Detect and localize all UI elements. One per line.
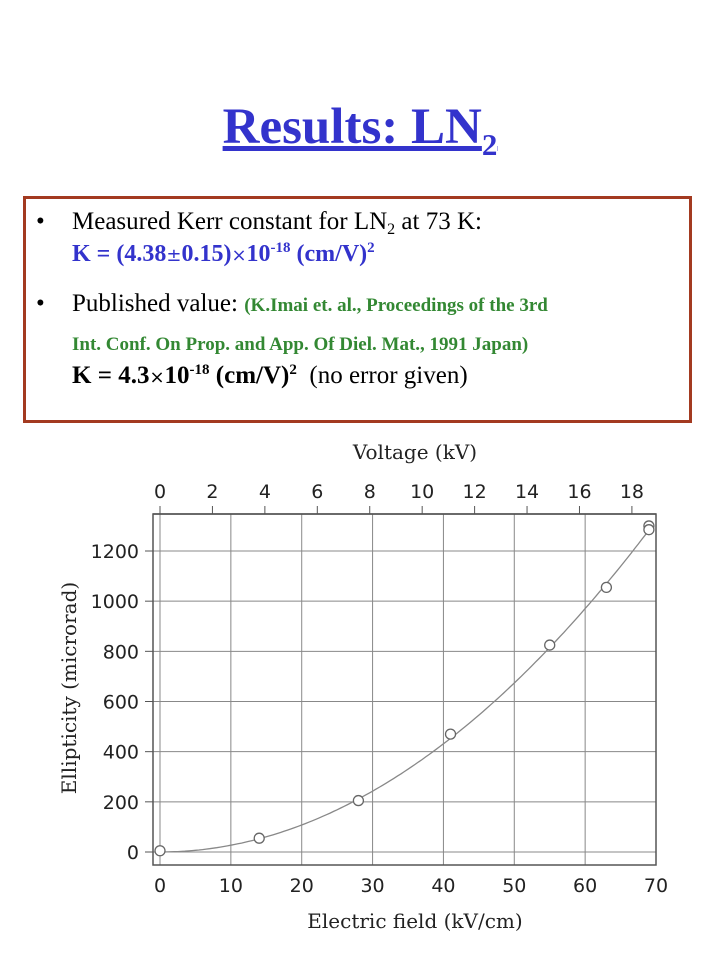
- x-axis-title: Electric field (kV/cm): [307, 909, 523, 933]
- data-point: [353, 796, 363, 806]
- reference-line-1: (K.Imai et. al., Proceedings of the 3rd: [244, 295, 548, 316]
- kerr-chart: [0, 430, 720, 950]
- data-point: [446, 729, 456, 739]
- published-value-prefix: K = 4.3: [72, 362, 150, 389]
- published-label: Published value:: [72, 290, 245, 317]
- top-tick-label: 4: [258, 481, 271, 503]
- fit-curve: [160, 530, 649, 852]
- data-points: [155, 521, 654, 856]
- top-tick-label: 8: [363, 481, 376, 503]
- fit-curve-layer: [160, 530, 649, 852]
- times-symbol: ×: [149, 367, 165, 388]
- times-symbol: ×: [231, 245, 247, 266]
- top-tick-label: 6: [311, 481, 324, 503]
- measured-unit-exponent: 2: [367, 240, 375, 256]
- top-tick-label: 12: [462, 481, 487, 503]
- measured-line: [72, 208, 482, 239]
- top-tick-label: 0: [153, 481, 167, 503]
- bullet-marker: •: [36, 290, 45, 317]
- measured-value-unit: (cm/V): [296, 241, 368, 267]
- x-tick-label: 60: [573, 875, 598, 897]
- y-axis-title: Ellipticity (microrad): [57, 581, 81, 795]
- published-unit-exponent: 2: [289, 362, 297, 378]
- top-axis-title: Voltage (kV): [352, 440, 478, 464]
- y-tick-label: 200: [102, 791, 139, 814]
- x-tick-label: 50: [502, 875, 527, 897]
- bullet-marker: •: [36, 208, 45, 235]
- published-line: [72, 290, 548, 318]
- plot-frame: [153, 514, 656, 865]
- published-value: [72, 362, 468, 390]
- ticks: [91, 481, 668, 897]
- measured-value: [72, 240, 375, 268]
- reference-line-2: Int. Conf. On Prop. and App. Of Diel. Mat., 1991 Japan): [72, 334, 529, 355]
- x-tick-label: 30: [360, 875, 385, 897]
- data-point: [644, 525, 654, 535]
- plusminus-symbol: ±: [166, 245, 182, 266]
- y-tick-label: 600: [102, 691, 139, 714]
- data-point: [601, 582, 611, 592]
- y-tick-label: 1000: [90, 591, 139, 614]
- x-tick-label: 20: [289, 875, 314, 897]
- data-point: [254, 833, 264, 843]
- x-tick-label: 0: [153, 875, 167, 897]
- top-tick-label: 16: [567, 481, 592, 503]
- no-error-note: (no error given): [309, 362, 468, 389]
- measured-text-after: at 73 K:: [395, 208, 482, 235]
- measured-value-error: 0.15): [181, 241, 232, 267]
- x-tick-label: 40: [431, 875, 456, 897]
- measured-value-prefix: K = (4.38: [72, 241, 167, 267]
- y-tick-label: 400: [102, 741, 139, 764]
- x-tick-label: 70: [643, 875, 669, 897]
- y-tick-label: 1200: [90, 541, 139, 563]
- title-main: Results: LN: [222, 99, 482, 155]
- data-point: [545, 640, 555, 650]
- y-tick-label: 800: [102, 641, 139, 664]
- published-value-unit: (cm/V): [215, 362, 290, 389]
- published-value-exponent: -18: [189, 362, 210, 378]
- grid: [153, 514, 656, 865]
- title-subscript: 2: [481, 127, 498, 162]
- measured-value-exponent: -18: [270, 240, 291, 256]
- data-point: [155, 846, 165, 856]
- measured-subscript: 2: [387, 221, 396, 238]
- measured-text: Measured Kerr constant for LN: [72, 208, 388, 235]
- results-box: [23, 196, 692, 423]
- top-tick-label: 2: [206, 481, 219, 503]
- y-tick-label: 0: [126, 842, 139, 864]
- x-tick-label: 10: [218, 875, 243, 897]
- top-tick-label: 18: [619, 481, 645, 503]
- measured-value-base: 10: [246, 241, 271, 267]
- top-tick-label: 14: [514, 481, 540, 503]
- slide-title: [0, 98, 720, 163]
- published-value-base: 10: [164, 362, 190, 389]
- top-tick-label: 10: [410, 481, 435, 503]
